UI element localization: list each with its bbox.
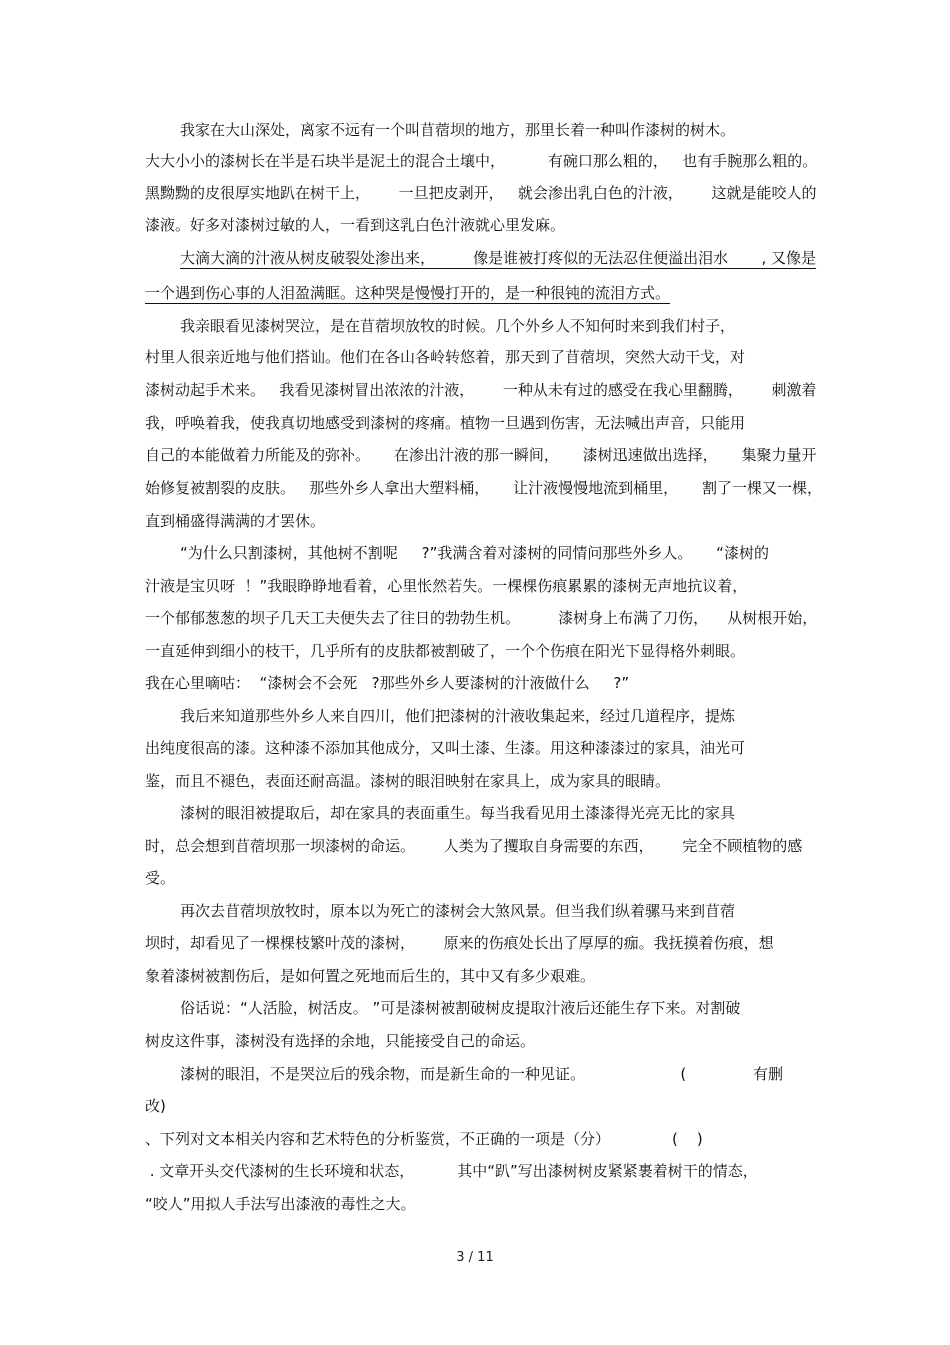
text-line: 我在心里嘀咕： “漆树会不会死 ?那些外乡人要漆树的汁液做什么 ?” — [145, 674, 630, 692]
text-line: 受。 — [145, 869, 176, 887]
text-line: 汁液是宝贝呀 ！”我眼睁睁地看着，心里怅然若失。一棵棵伤痕累累的漆树无声地抗议着， — [145, 577, 748, 595]
text-line: 我家在大山深处，离家不远有一个叫苜蓿坝的地方，那里长着一种叫作漆树的树木。 — [180, 121, 736, 139]
text-line: 始修复被割裂的皮肤。 那些外乡人拿出大塑料桶， 让汁液慢慢地流到桶里， 割了一棵又一棵， — [145, 479, 822, 497]
text-line: 一个郁郁葱葱的坝子几天工夫便失去了往日的勃勃生机。 漆树身上布满了刀伤， 从树根开始， — [145, 609, 818, 627]
text-line: 时，总会想到苜蓿坝那一坝漆树的命运。 人类为了攫取自身需要的东西， 完全不顾植物的感 — [145, 837, 803, 855]
text-line: 一直延伸到细小的枝干，几乎所有的皮肤都被割破了，一个个伤痕在阳光下显得格外刺眼。 — [145, 642, 746, 660]
text-line: 漆树动起手术来。 我看见漆树冒出浓浓的汁液， 一种从未有过的感受在我心里翻腾， 刺激着 — [145, 381, 817, 399]
page-number: 3 / 11 — [456, 1250, 494, 1265]
text-line: 树皮这件事，漆树没有选择的余地，只能接受自己的命运。 — [145, 1032, 536, 1050]
text-line: 自己的本能做着力所能及的弥补。 在渗出汁液的那一瞬间， 漆树迅速做出选择， 集聚力量开 — [145, 446, 817, 464]
question-stem: 、下列对文本相关内容和艺术特色的分析鉴赏，不正确的一项是（分） ( ) — [145, 1130, 703, 1148]
text-line: 出纯度很高的漆。这种漆不添加其他成分，又叫土漆、生漆。用这种漆漆过的家具，油光可 — [145, 739, 746, 757]
text-line: 改) — [145, 1097, 166, 1115]
option-a: . 文章开头交代漆树的生长环境和状态， 其中“趴”写出漆树树皮紧紧裹着树干的情态， — [145, 1162, 758, 1180]
text-line: 漆树的眼泪被提取后，却在家具的表面重生。每当我看见用土漆漆得光亮无比的家具 — [180, 804, 736, 822]
option-a-continued: “咬人”用拟人手法写出漆液的毒性之大。 — [145, 1195, 416, 1213]
text-line: 我，呼唤着我，使我真切地感受到漆树的疼痛。植物一旦遇到伤害，无法喊出声音，只能用 — [145, 414, 746, 432]
text-line: 我后来知道那些外乡人来自四川，他们把漆树的汁液收集起来，经过几道程序，提炼 — [180, 707, 736, 725]
text-line: 村里人很亲近地与他们搭讪。他们在各山各岭转悠着，那天到了苜蓿坝，突然大动干戈，对 — [145, 348, 746, 366]
underlined-text-line: 大滴大滴的汁液从树皮破裂处渗出来， 像是谁被打疼似的无法忍住便溢出泪水 , 又像是 — [180, 249, 817, 267]
text-line: 漆树的眼泪，不是哭泣后的残余物，而是新生命的一种见证。 ( 有删 — [180, 1065, 783, 1083]
text-line: 漆液。好多对漆树过敏的人，一看到这乳白色汁液就心里发麻。 — [145, 216, 566, 234]
text-line: 黑黝黝的皮很厚实地趴在树干上， 一旦把皮剥开， 就会渗出乳白色的汁液， 这就是能咬人的 — [145, 184, 817, 202]
text-line: 大大小小的漆树长在半是石块半是泥土的混合土壤中， 有碗口那么粗的， 也有手腕那么粗的。 — [145, 152, 818, 170]
text-line: 再次去苜蓿坝放牧时，原本以为死亡的漆树会大煞风景。但当我们纵着骡马来到苜蓿 — [180, 902, 736, 920]
text-line: “为什么只割漆树，其他树不割呢 ?”我满含着对漆树的同情问那些外乡人。 “漆树的 — [180, 544, 769, 562]
text-line: 坝时，却看见了一棵棵枝繁叶茂的漆树， 原来的伤痕处长出了厚厚的痂。我抚摸着伤痕，想 — [145, 934, 774, 952]
text-line: 俗话说：“人活脸，树活皮。 ”可是漆树被割破树皮提取汁液后还能生存下来。对割破 — [180, 999, 741, 1017]
text-line: 鉴，而且不褪色，表面还耐高温。漆树的眼泪映射在家具上，成为家具的眼睛。 — [145, 772, 671, 790]
text-line: 直到桶盛得满满的才罢休。 — [145, 512, 326, 530]
text-line: 象着漆树被割伤后，是如何置之死地而后生的，其中又有多少艰难。 — [145, 967, 596, 985]
text-line: 我亲眼看见漆树哭泣，是在苜蓿坝放牧的时候。几个外乡人不知何时来到我们村子， — [180, 317, 736, 335]
underlined-text-line: 一个遇到伤心事的人泪盈满眶。这种哭是慢慢打开的，是一种很钝的流泪方式。 — [145, 284, 671, 302]
